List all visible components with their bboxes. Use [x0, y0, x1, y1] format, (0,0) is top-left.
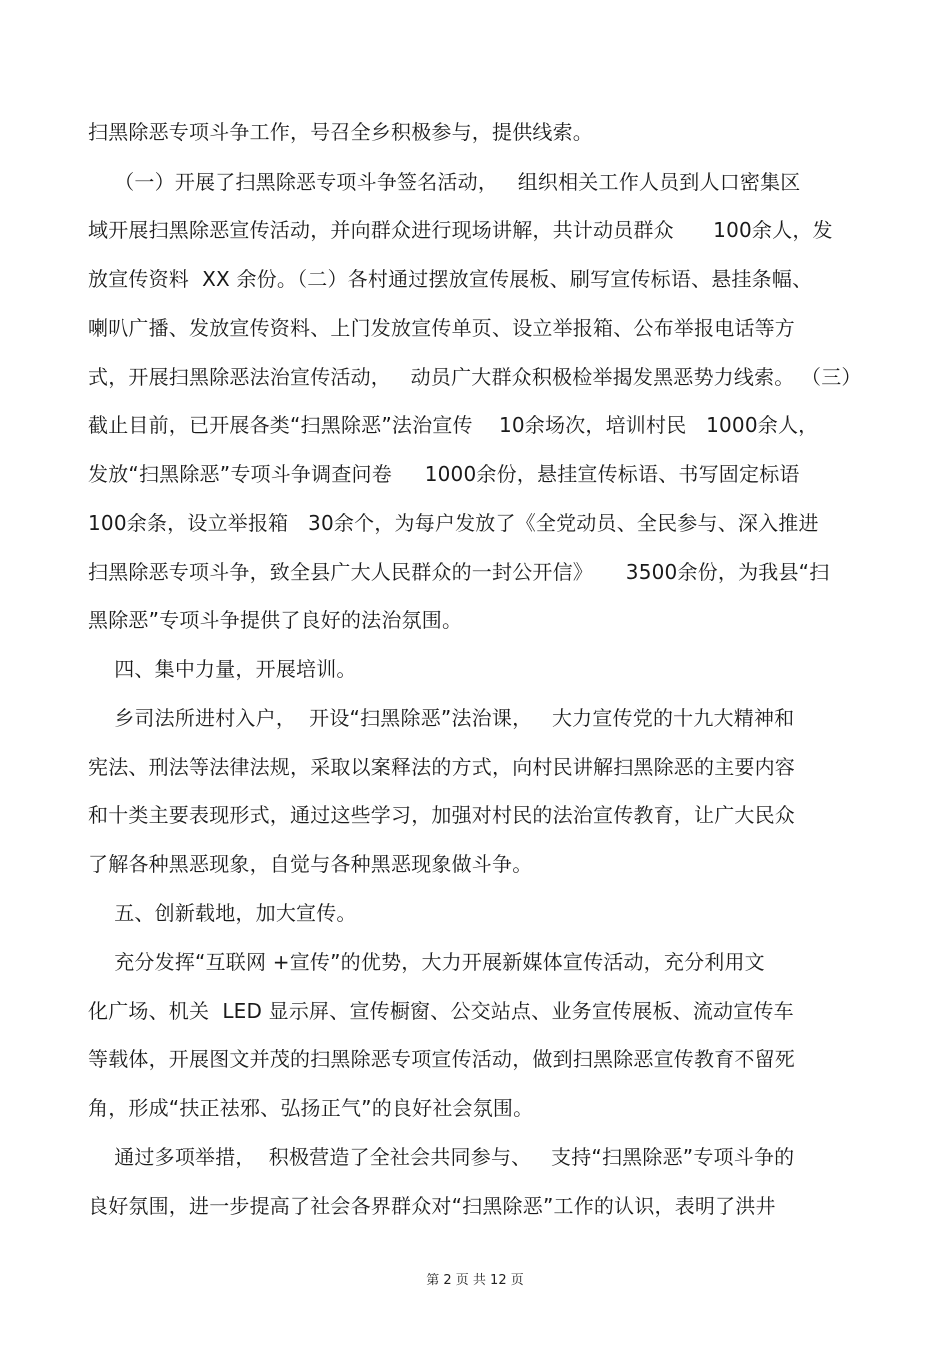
text-line: 扫黑除恶专项斗争工作，号召全乡积极参与，提供线索。 [88, 120, 593, 144]
text-line: 乡司法所进村入户， 开设“扫黑除恶”法治课， 大力宣传党的十九大精神和 [88, 706, 795, 730]
text-line: 了解各种黑恶现象，自觉与各种黑恶现象做斗争。 [88, 852, 533, 876]
text-line: 喇叭广播、发放宣传资料、上门发放宣传单页、设立举报箱、公布举报电话等方 [88, 316, 795, 340]
text-line: 等载体，开展图文并茂的扫黑除恶专项宣传活动，做到扫黑除恶宣传教育不留死 [88, 1047, 795, 1071]
text-line: 式，开展扫黑除恶法治宣传活动， 动员广大群众积极检举揭发黑恶势力线索。 （三） [88, 365, 862, 389]
text-line: 化广场、机关 LED 显示屏、宣传橱窗、公交站点、业务宣传展板、流动宣传车 [88, 999, 794, 1023]
text-line: 域开展扫黑除恶宣传活动，并向群众进行现场讲解，共计动员群众 100余人，发 [88, 218, 833, 242]
text-line: 和十类主要表现形式，通过这些学习，加强对村民的法治宣传教育，让广大民众 [88, 803, 795, 827]
text-line: 宪法、刑法等法律法规，采取以案释法的方式，向村民讲解扫黑除恶的主要内容 [88, 755, 795, 779]
text-line: （一）开展了扫黑除恶专项斗争签名活动， 组织相关工作人员到人口密集区 [88, 170, 801, 194]
text-line: 截止目前，已开展各类“扫黑除恶”法治宣传 10余场次，培训村民 1000余人， [88, 413, 819, 437]
text-line: 角，形成“扶正祛邪、弘扬正气”的良好社会氛围。 [88, 1096, 534, 1120]
text-line: 100余条，设立举报箱 30余个，为每户发放了《全党动员、全民参与、深入推进 [88, 511, 819, 535]
section-heading: 四、集中力量，开展培训。 [88, 657, 357, 681]
section-heading: 五、创新载地，加大宣传。 [88, 901, 357, 925]
text-line: 发放“扫黑除恶”专项斗争调查问卷 1000余份，悬挂宣传标语、书写固定标语 [88, 462, 800, 486]
text-line: 良好氛围，进一步提高了社会各界群众对“扫黑除恶”工作的认识，表明了洪井 [88, 1194, 776, 1218]
text-line: 通过多项举措， 积极营造了全社会共同参与、 支持“扫黑除恶”专项斗争的 [88, 1145, 795, 1169]
text-line: 充分发挥“互联网 +宣传”的优势，大力开展新媒体宣传活动，充分利用文 [88, 950, 765, 974]
page-number-footer: 第 2 页 共 12 页 [426, 1273, 524, 1288]
text-line: 扫黑除恶专项斗争，致全县广大人民群众的一封公开信》 3500余份，为我县“扫 [88, 560, 830, 584]
text-line: 放宣传资料 XX 余份。（二）各村通过摆放宣传展板、刷写宣传标语、悬挂条幅、 [88, 267, 813, 291]
text-line: 黑除恶”专项斗争提供了良好的法治氛围。 [88, 608, 463, 632]
